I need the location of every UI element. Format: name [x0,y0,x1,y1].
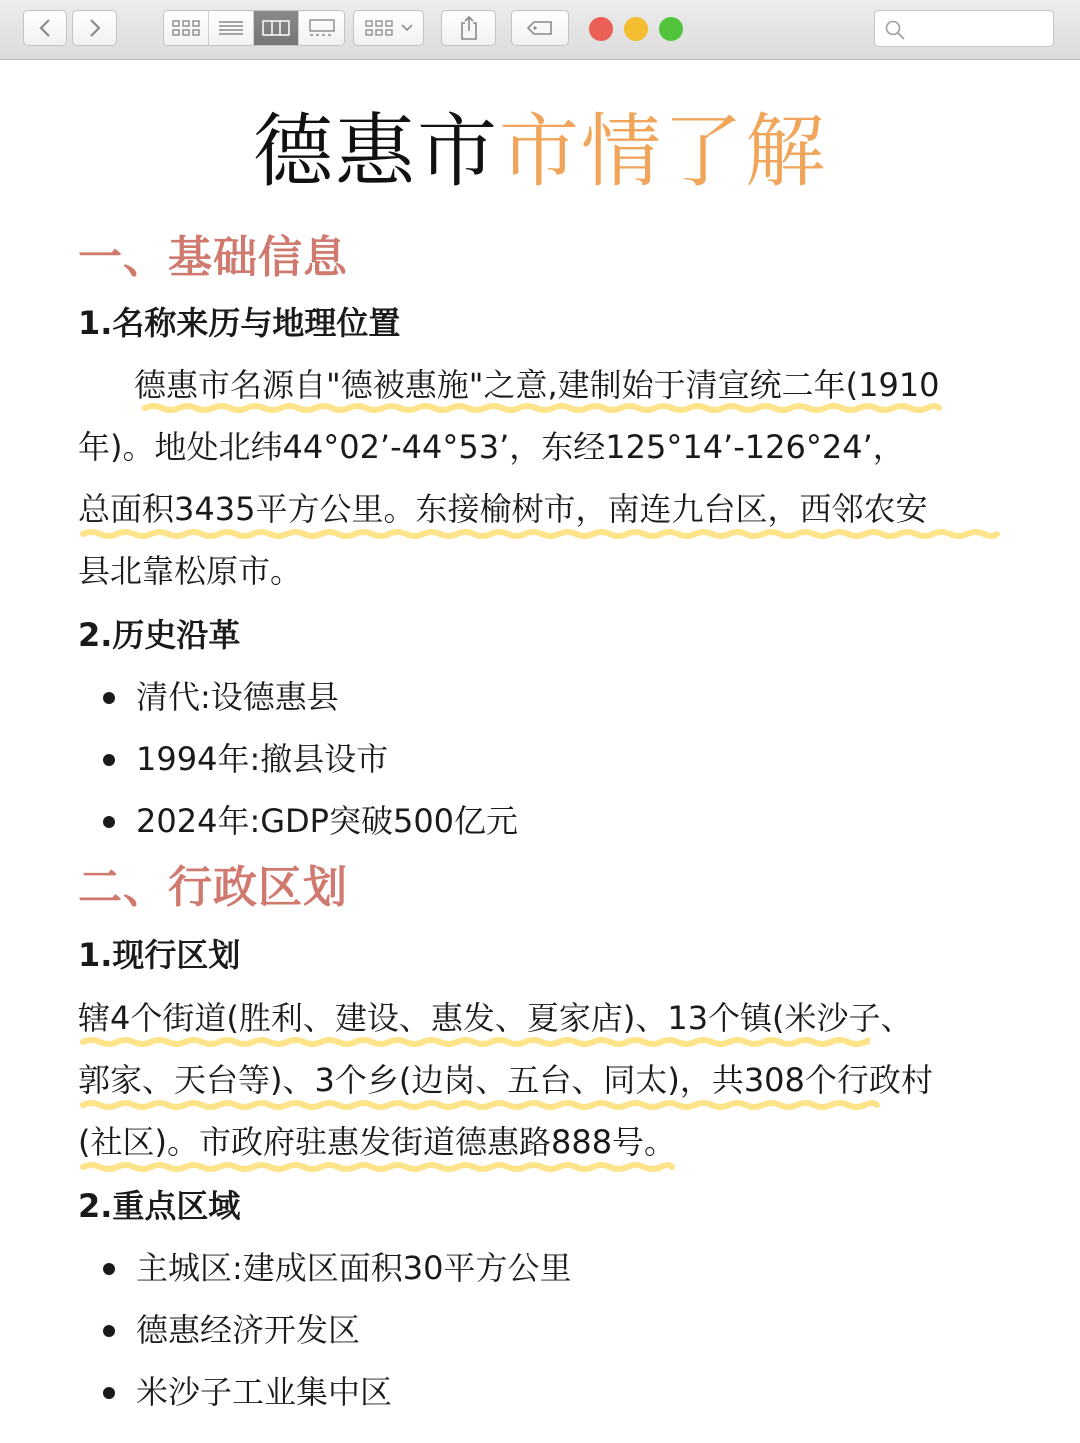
page-title-city: 德惠市 [253,105,499,198]
paragraph-line: 县北靠松原市。 [78,552,303,590]
list-view-icon [217,18,245,38]
arrange-grid-icon [364,18,394,38]
subheading-name-geography: 1.名称来历与地理位置 [78,304,401,342]
paragraph-line: 德惠市名源自"德被惠施"之意,建制始于清宣统二年(1910 [134,366,940,404]
key-areas-list [78,1237,572,1423]
search-icon [884,19,906,41]
icon-view-button[interactable] [164,11,209,45]
paragraph-line: 辖4个街道(胜利、建设、惠发、夏家店)、13个镇(米沙子、 [78,999,913,1037]
gallery-view-icon [307,18,337,38]
paragraph-line: 郭家、天台等)、3个乡(边岗、五台、同太)，共308个行政村 [78,1061,933,1099]
list-item: 清代:设德惠县 [78,666,518,728]
chevron-left-icon [37,17,53,39]
search-field[interactable] [874,10,1054,47]
list-item: 主城区:建成区面积30平方公里 [78,1237,572,1299]
page-title-topic: 市情了解 [499,105,827,198]
page-title [0,104,1080,200]
forward-button[interactable] [72,10,117,46]
paragraph-line: (社区)。市政府驻惠发街道德惠路888号。 [78,1123,677,1161]
gallery-view-button[interactable] [299,11,344,45]
list-view-button[interactable] [209,11,254,45]
view-mode-switcher [163,10,345,46]
list-item: 1994年:撤县设市 [78,728,518,790]
history-list [78,666,518,852]
chevron-right-icon [87,17,103,39]
paragraph-name-geography [78,354,1008,602]
section-heading-administrative-divisions: 二、行政区划 [78,862,348,913]
subheading-current-divisions: 1.现行区划 [78,936,241,974]
list-item: 德惠经济开发区 [78,1299,572,1361]
tag-icon [525,18,555,38]
search-input[interactable] [913,15,1047,42]
paragraph-line: 总面积3435平方公里。东接榆树市，南连九台区，西邻农安 [78,490,928,528]
paragraph-line: 年)。地处北纬44°02’-44°53’，东经125°14’-126°24’， [78,428,905,466]
chevron-down-icon [400,23,414,33]
zoom-window-button[interactable] [659,17,683,41]
minimize-window-button[interactable] [624,17,648,41]
icon-view-icon [171,18,201,38]
column-view-icon [261,18,291,38]
tag-button[interactable] [511,10,569,46]
section-heading-basic-info: 一、基础信息 [78,232,348,283]
subheading-history: 2.历史沿革 [78,616,241,654]
column-view-button[interactable] [254,11,299,45]
close-window-button[interactable] [589,17,613,41]
share-icon [457,15,481,41]
list-item: 2024年:GDP突破500亿元 [78,790,518,852]
list-item: 米沙子工业集中区 [78,1361,572,1423]
arrange-menu-button[interactable] [353,10,424,46]
back-button[interactable] [23,10,67,46]
subheading-key-areas: 2.重点区域 [78,1187,241,1225]
window-toolbar [0,0,1080,60]
paragraph-current-divisions [78,987,1008,1173]
share-button[interactable] [441,10,496,46]
